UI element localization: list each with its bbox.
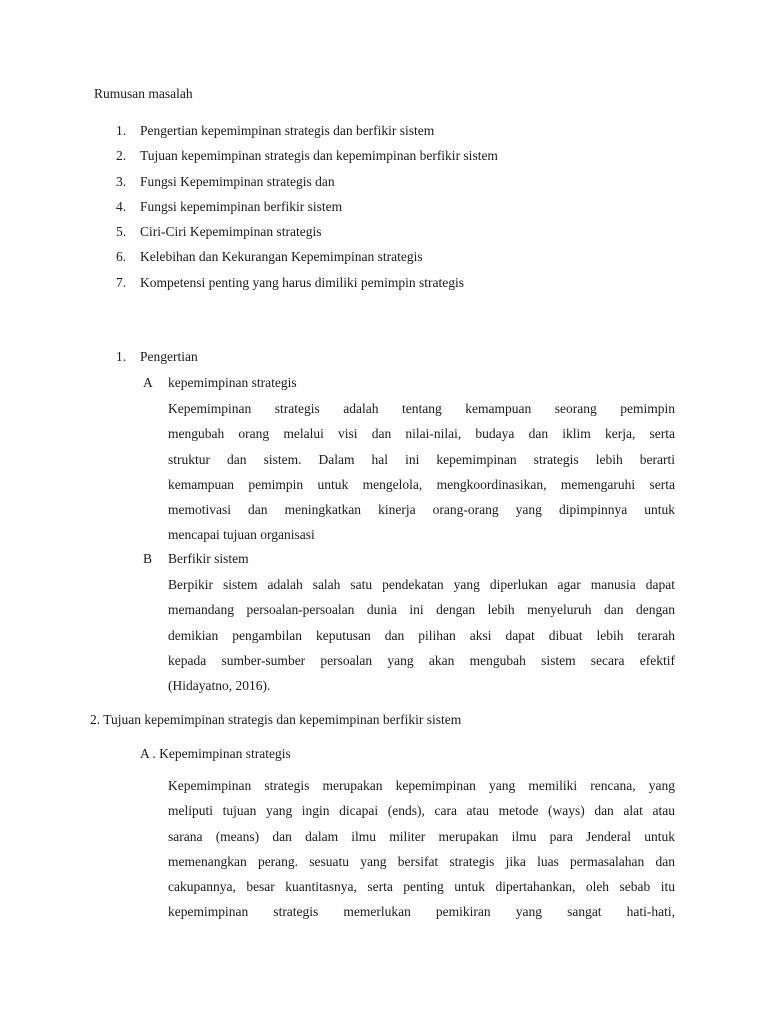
list-text: Fungsi Kepemimpinan strategis dan bbox=[140, 173, 335, 189]
list-item bbox=[0, 247, 768, 272]
paragraph-line: struktur dan sistem. Dalam hal ini kepemimpinan strategis lebih berarti bbox=[168, 451, 675, 467]
list-item bbox=[0, 146, 768, 171]
document-title: Rumusan masalah bbox=[94, 86, 193, 101]
list-number: 7. bbox=[116, 274, 127, 290]
paragraph bbox=[168, 396, 675, 548]
section-number: 1. bbox=[116, 349, 127, 364]
list-item bbox=[0, 172, 768, 197]
paragraph-line: cakupannya, besar kuantitasnya, serta penting untuk dipertahankan, oleh sebab itu bbox=[168, 879, 675, 895]
paragraph bbox=[168, 773, 675, 925]
paragraph-line: memotivasi dan meningkatkan kinerja orang-orang yang dipimpinnya untuk bbox=[168, 502, 675, 518]
list-number: 1. bbox=[116, 123, 127, 138]
paragraph-line: Berpikir sistem adalah salah satu pendekatan yang diperlukan agar manusia dapat bbox=[168, 577, 675, 592]
problem-list bbox=[0, 121, 768, 298]
list-item bbox=[0, 197, 768, 222]
list-number: 6. bbox=[116, 249, 127, 265]
section-heading: 2. Tujuan kepemimpinan strategis dan kepemimpinan berfikir sistem bbox=[90, 712, 462, 727]
paragraph-line: (Hidayatno, 2016). bbox=[168, 678, 271, 694]
list-text: Kelebihan dan Kekurangan Kepemimpinan strategis bbox=[140, 249, 423, 265]
list-number: 5. bbox=[116, 224, 127, 240]
paragraph-line: mengubah orang melalui visi dan nilai-nilai, budaya dan iklim kerja, serta bbox=[168, 426, 675, 442]
paragraph-line: sarana (means) dan dalam ilmu militer merupakan ilmu para Jenderal untuk bbox=[168, 828, 675, 844]
subsection-title: kepemimpinan strategis bbox=[168, 375, 297, 390]
subsection-title: Berfikir sistem bbox=[168, 551, 249, 566]
paragraph-line: demikian pengambilan keputusan dan pilihan aksi dapat dibuat lebih terarah bbox=[168, 627, 675, 643]
paragraph-line: memandang persoalan-persoalan dunia ini dengan lebih menyeluruh dan dengan bbox=[168, 602, 675, 618]
list-number: 3. bbox=[116, 173, 127, 189]
list-text: Kompetensi penting yang harus dimiliki pemimpin strategis bbox=[140, 274, 464, 290]
list-number: 4. bbox=[116, 198, 127, 214]
paragraph-line: kepada sumber-sumber persoalan yang akan mengubah sistem secara efektif bbox=[168, 652, 675, 668]
list-text: Pengertian kepemimpinan strategis dan berfikir sistem bbox=[140, 123, 435, 138]
list-text: Fungsi kepemimpinan berfikir sistem bbox=[140, 198, 343, 214]
list-item bbox=[0, 121, 768, 146]
list-text: Tujuan kepemimpinan strategis dan kepemimpinan berfikir sistem bbox=[140, 148, 498, 164]
paragraph-line: Kepemimpinan strategis merupakan kepemimpinan yang memiliki rencana, yang bbox=[168, 778, 675, 793]
paragraph-line: Kepemimpinan strategis adalah tentang kemampuan seorang pemimpin bbox=[168, 401, 675, 416]
paragraph bbox=[168, 572, 675, 698]
subsection-title: A . Kepemimpinan strategis bbox=[140, 746, 291, 761]
paragraph-line: kemampuan pemimpin untuk mengelola, mengkoordinasikan, memengaruhi serta bbox=[168, 476, 675, 492]
section-heading: Pengertian bbox=[140, 349, 198, 364]
paragraph-line: kepemimpinan strategis memerlukan pemikiran yang sangat hati-hati, bbox=[168, 904, 675, 920]
paragraph-line: memenangkan perang. sesuatu yang bersifat strategis jika luas permasalahan dan bbox=[168, 853, 675, 869]
paragraph-line: meliputi tujuan yang ingin dicapai (ends), cara atau metode (ways) dan alat atau bbox=[168, 803, 675, 819]
subsection-letter: A bbox=[143, 375, 153, 390]
list-text: Ciri-Ciri Kepemimpinan strategis bbox=[140, 224, 322, 240]
list-item bbox=[0, 222, 768, 247]
paragraph-line: mencapai tujuan organisasi bbox=[168, 527, 315, 543]
list-item bbox=[0, 273, 768, 298]
list-number: 2. bbox=[116, 148, 127, 164]
subsection-letter: B bbox=[143, 551, 153, 566]
